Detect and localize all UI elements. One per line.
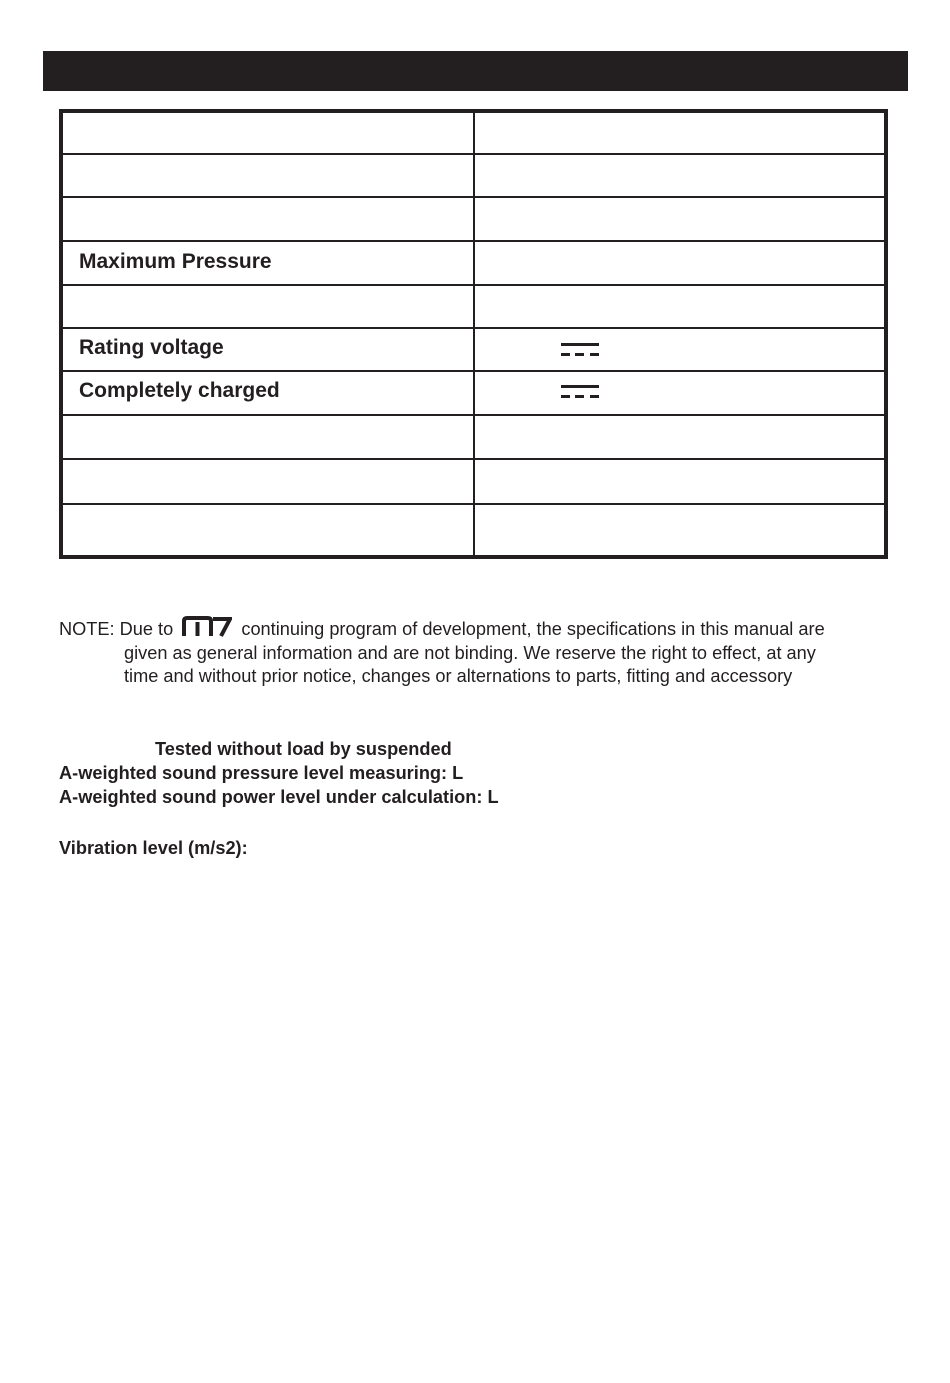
section-header-bar <box>43 51 908 91</box>
table-row <box>63 505 884 555</box>
table-row <box>63 329 884 372</box>
vibration-level: Vibration level (m/s2): <box>59 838 248 858</box>
sound-pressure-level: A-weighted sound pressure level measuring: L <box>59 763 464 783</box>
m7-brand-logo <box>182 616 232 638</box>
table-row <box>63 460 884 505</box>
specifications-table <box>59 109 888 559</box>
rating-voltage-label: Rating voltage <box>79 336 224 359</box>
dc-current-icon <box>561 342 601 358</box>
sound-power-level: A-weighted sound power level under calculation: L <box>59 787 499 807</box>
completely-charged-label: Completely charged <box>79 379 280 402</box>
table-row <box>63 286 884 329</box>
table-row <box>63 113 884 155</box>
table-row <box>63 198 884 242</box>
note-line-1: continuing program of development, the specifications in this manual are <box>241 619 825 639</box>
note-line-2: given as general information and are not binding. We reserve the right to effect, at any <box>124 642 816 663</box>
table-row <box>63 155 884 198</box>
noise-test-condition: Tested without load by suspended <box>155 739 452 759</box>
maximum-pressure-label: Maximum Pressure <box>79 250 272 273</box>
table-row <box>63 372 884 416</box>
note-line-3: time and without prior notice, changes or alternations to parts, fitting and accessory <box>124 666 793 686</box>
table-row <box>63 242 884 286</box>
development-note <box>59 616 899 689</box>
dc-current-icon <box>561 384 601 400</box>
table-row <box>63 416 884 460</box>
note-prefix: NOTE: Due to <box>59 619 174 639</box>
